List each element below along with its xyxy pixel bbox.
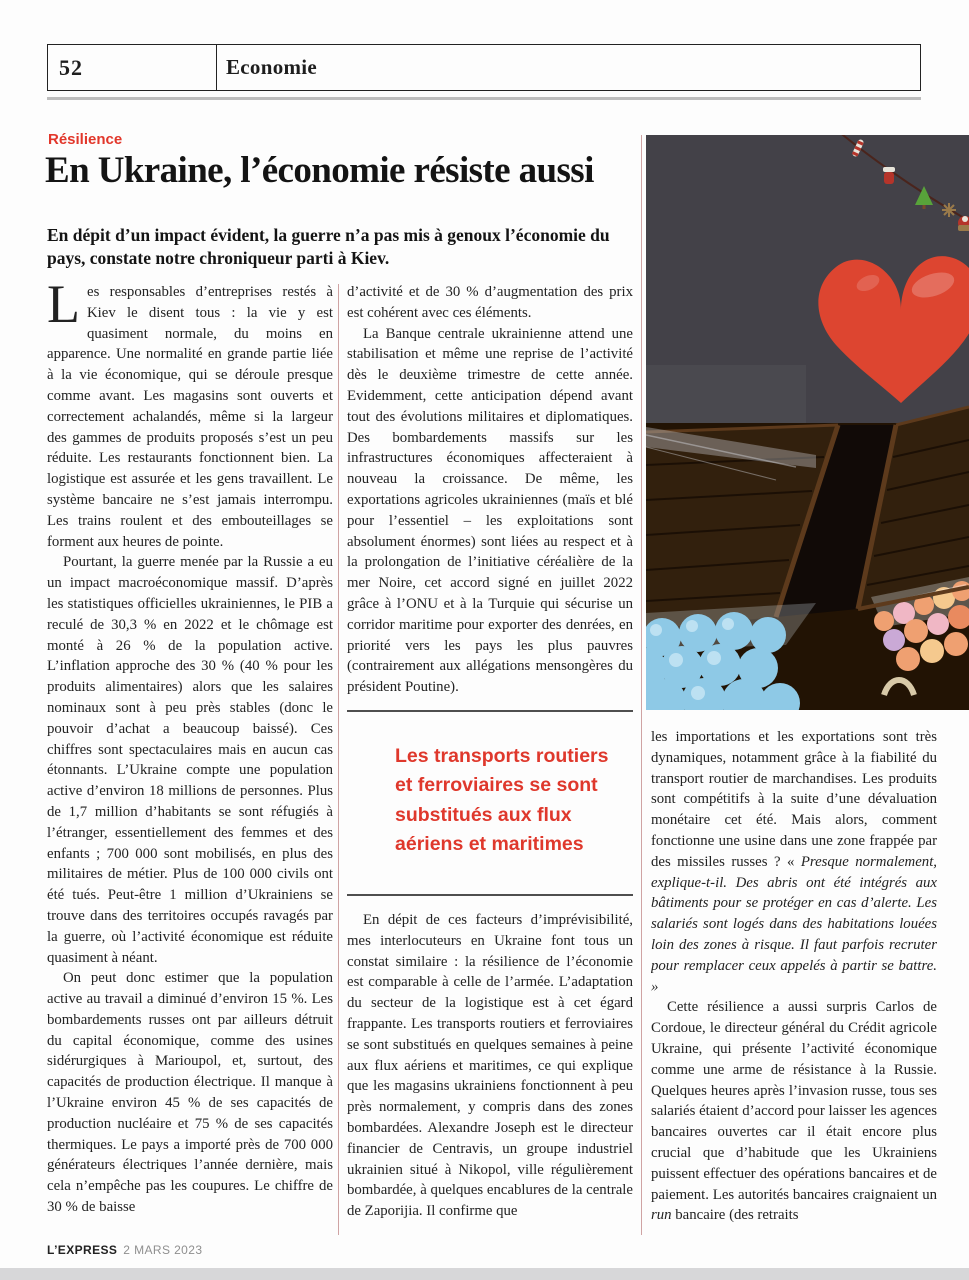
article-photo [646, 135, 969, 710]
page-footer [47, 1243, 202, 1257]
column-divider [338, 284, 339, 1235]
article-standfirst: En dépit d’un impact évident, la guerre n’a pas mis à genoux l’économie du pays, constate notre chroniqueur parti à Kiev. [47, 225, 610, 268]
body-paragraph: La Banque centrale ukrainienne attend une stabilisation et même une reprise de l’activité dès le deuxième trimestre de cette année. Evidemment, cette anticipation dépend avant tout des évolutions militaires et diplomatiques. Des bombardements massifs sur les infrastructures économiques affecteraient à nouveau la croissance. De même, les exportations agricoles ukrainiennes (maïs et blé pour l’essentiel – les exploitations sont absolument énormes) sont liées au respect et à la prolongation de l’initiative céréalière de la mer Noire, cet accord signé en juillet 2022 grâce à l’ONU et à la Turquie qui sécurise un corridor maritime pour exporter des denrées, en priorité vers les pays les plus pauvres (contrairement aux allégations mensongères du président Poutine). [347, 325, 633, 696]
pull-quote [347, 710, 633, 896]
article-kicker: Résilience [48, 131, 123, 148]
magazine-name: L’EXPRESS [47, 1243, 118, 1257]
page-number: 52 [59, 54, 83, 80]
page-bottom-edge [0, 1268, 969, 1280]
article-title: En Ukraine, l’économie résiste aussi [45, 150, 594, 191]
body-paragraph: On peut donc estimer que la population active au travail a diminué d’environ 15 %. Les bombardements russes ont par ailleurs détruit du capital économique, comme des usines sidérurgiques à Marioupol, et, surtout, des capacités de production électrique. Il manque à l’Ukraine environ 45 % de ses capacités de production nucléaire et 75 % de ses capacités thermiques. Le pays a importé près de 700 000 générateurs électriques l’année dernière, mais cela n’empêche pas les coupures. Le chiffre de 30 % de baisse [47, 970, 333, 1216]
body-paragraph: d’activité et de 30 % d’augmentation des prix est cohérent avec ces éléments. [347, 284, 633, 321]
column-2-top [347, 282, 633, 698]
drop-cap: L [47, 282, 80, 334]
page-header [47, 44, 921, 91]
header-rule [47, 97, 921, 100]
body-paragraph: En dépit de ces facteurs d’imprévisibilité, mes interlocuteurs en Ukraine font tous un constat similaire : la résilience de l’économie est comparable à celle de l’armée. L’adaptation du secteur de la logistique est à cet égard frappante. Les transports routiers et ferroviaires se sont substitués en quelques semaines à peine aux flux aériens et maritimes, ce qui explique que les magasins ukrainiens fonctionnent à peu près normalement, y compris dans des zones bombardées. Alexandre Joseph est le directeur financier de Centravis, un groupe industriel ukrainien situé à Nikopol, ville régulièrement bombardée, à quelques encablures de la centrale de Zaporijia. Il confirme que [347, 911, 633, 1220]
body-paragraph: les importations et les exportations sont très dynamiques, notamment grâce à la fiabilité du transport routier de marchandises. Les produits sont compétitifs à la suite d’une dévaluation monétaire cet été. Mais alors, comment fonctionne une usine dans une zone frappée par des missiles russes ? « Presque normalement, explique-t-il. Des abris ont été intégrés aux bâtiments pour se protéger en cas d’alerte. Les salariés sont logés dans des habitations louées loin des zones à risque. Il faut parfois recruter pour remplacer ceux appelés à partir se battre. » [651, 729, 937, 995]
body-paragraph: Cette résilience a aussi surpris Carlos de Cordoue, le directeur général du Crédit agricole Ukraine, qui présente l’activité économique comme une arme de résistance à la Russie. Quelques heures après l’invasion russe, tous ses salariés étaient d’accord pour laisser les agences bancaires ouvertes car il était encore plus crucial que d’habitude que les Ukrainiens puissent effectuer des opérations bancaires et de paiement. Les autorités bancaires craignaient un run bancaire (des retraits [651, 999, 937, 1224]
stocking-ornament [883, 167, 895, 184]
body-column-3 [651, 727, 937, 1238]
column-divider [641, 135, 642, 1235]
snowflake-ornament [942, 203, 956, 217]
wooden-chests [646, 407, 969, 710]
photo-illustration [646, 135, 969, 710]
section-cell [216, 45, 920, 90]
body-paragraph: Pourtant, la guerre menée par la Russie a eu un impact macroéconomique massif. D’après les statistiques officielles ukrainiennes, le PIB a reculé de 30,3 % en 2022 et le chômage est monté à 26 % de la population active. L’inflation approche des 30 % (40 % pour les produits alimentaires) alors que les salaires nominaux sont à peu près stables (donc le pouvoir d’achat a beaucoup baissé). Ces chiffres sont spectaculaires mais en aucun cas étonnants. L’Ukraine compte une population active d’environ 18 millions de personnes. Plus de 1,7 million d’habitants se sont réfugiés à l’étranger, essentiellement des femmes et des enfants ; 700 000 sont mobilisés, en plus des militaires de métier. Plus de 100 000 civils ont été tués. Peut-être 1 million d’Ukrainiens se trouve dans des territoires occupés ravagés par la guerre, où l’activité économique est réduite quasiment à néant. [47, 554, 333, 966]
pull-quote-line: aériens et maritimes [395, 833, 584, 856]
column-2-bottom [347, 910, 633, 1222]
pull-quote-line: et ferroviaires se sont [395, 774, 598, 797]
section-title: Economie [226, 55, 318, 79]
pull-quote-line: substitués aux flux [395, 803, 572, 826]
pull-quote-line: Les transports routiers [395, 744, 609, 767]
body-column-1 [47, 282, 333, 1238]
body-paragraph: Les responsables d’entreprises restés à Kiev le disent tous : la vie y est quasiment normale, du moins en apparence. Une normalité en grande partie liée à la vie économique, qui se déroule presque comme avant. Les magasins sont ouverts et correctement achalandés, même si la largeur des gammes de produits proposés s’est un peu réduite. Les restaurants fonctionnent bien. La logistique est assurée et les gens travaillent. Le système bancaire ne s’est jamais interrompu. Les trains roulent et des embouteillages se forment aux heures de pointe. [47, 282, 333, 550]
issue-date: 2 MARS 2023 [123, 1243, 203, 1257]
body-column-2 [347, 282, 633, 1238]
